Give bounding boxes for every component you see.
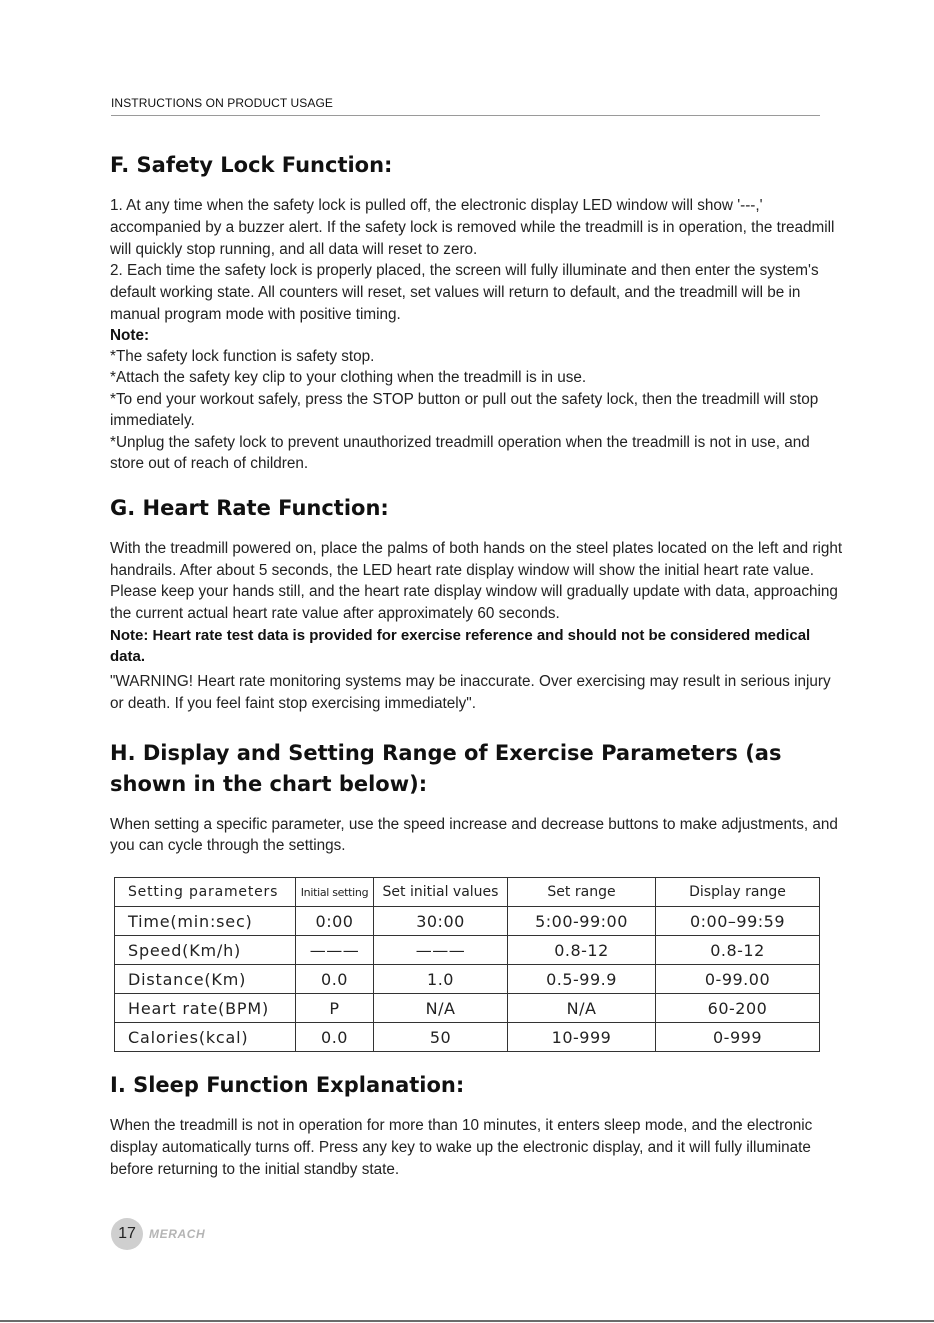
column-header: Initial setting xyxy=(296,878,374,907)
table-cell: 0.0 xyxy=(296,965,374,994)
medical-note: Note: Heart rate test data is provided for exercise reference and should not be considered medical data. xyxy=(110,626,811,666)
note-item: *The safety lock function is safety stop. xyxy=(110,347,375,365)
table-header-row xyxy=(115,878,820,907)
bottom-divider xyxy=(0,1320,934,1322)
column-header: Setting parameters xyxy=(115,878,296,907)
table-cell: 10-999 xyxy=(508,1023,656,1052)
paragraph: 1. At any time when the safety lock is pulled off, the electronic display LED window will show '---,' accompanied by a buzzer alert. If the safety lock is removed while the treadmill is in operation, the treadmill will quickly stop running, and all data will reset to zero. xyxy=(110,197,835,258)
table-cell: P xyxy=(296,994,374,1023)
parameters-table xyxy=(114,877,820,1052)
section-safety-lock xyxy=(110,150,845,475)
table-cell: ——— xyxy=(374,936,508,965)
warning-text: "WARNING! Heart rate monitoring systems may be inaccurate. Over exercising may result in serious injury or death. If you feel faint stop exercising immediately". xyxy=(110,672,831,712)
section-heart-rate xyxy=(110,493,845,715)
page-number: 17 xyxy=(111,1218,143,1250)
table-cell: 0:00–99:59 xyxy=(656,907,820,936)
column-header: Set initial values xyxy=(374,878,508,907)
table-cell: 0.8-12 xyxy=(656,936,820,965)
note-item: *Unplug the safety lock to prevent unauthorized treadmill operation when the treadmill is not in use, and store out of reach of children. xyxy=(110,433,810,473)
section-title: G. Heart Rate Function: xyxy=(110,495,389,520)
table-cell: Distance(Km) xyxy=(115,965,296,994)
page-header: INSTRUCTIONS ON PRODUCT USAGE xyxy=(111,96,820,116)
table-cell: ——— xyxy=(296,936,374,965)
table-cell: N/A xyxy=(374,994,508,1023)
table-cell: Calories(kcal) xyxy=(115,1023,296,1052)
column-header: Set range xyxy=(508,878,656,907)
table-cell: 0:00 xyxy=(296,907,374,936)
table-row xyxy=(115,965,820,994)
paragraph: 2. Each time the safety lock is properly placed, the screen will fully illuminate and then enter the system's default working state. All counters will reset, set values will return to default, and the treadmill will be in manual program mode with positive timing. xyxy=(110,262,819,323)
table-cell: 50 xyxy=(374,1023,508,1052)
note-item: *Attach the safety key clip to your clothing when the treadmill is in use. xyxy=(110,369,587,387)
paragraph: When setting a specific parameter, use the speed increase and decrease buttons to make adjustments, and you can cycle through the settings. xyxy=(110,815,838,855)
table-cell: 30:00 xyxy=(374,907,508,936)
table-row xyxy=(115,1023,820,1052)
brand-logo: MERACH xyxy=(149,1227,206,1241)
page-footer xyxy=(111,1218,205,1250)
table-cell: 0-999 xyxy=(656,1023,820,1052)
table-cell: Time(min:sec) xyxy=(115,907,296,936)
section-parameters xyxy=(110,738,845,1053)
section-title: H. Display and Setting Range of Exercise Parameters (as shown in the chart below): xyxy=(110,740,782,796)
section-title: I. Sleep Function Explanation: xyxy=(110,1073,465,1098)
note-label: Note: xyxy=(110,326,150,344)
table-cell: N/A xyxy=(508,994,656,1023)
table-cell: Speed(Km/h) xyxy=(115,936,296,965)
table-row xyxy=(115,994,820,1023)
table-cell: 5:00-99:00 xyxy=(508,907,656,936)
column-header: Display range xyxy=(656,878,820,907)
table-cell: 0-99.00 xyxy=(656,965,820,994)
table-row xyxy=(115,936,820,965)
table-row xyxy=(115,907,820,936)
section-title: F. Safety Lock Function: xyxy=(110,153,393,177)
table-cell: 1.0 xyxy=(374,965,508,994)
table-cell: 0.8-12 xyxy=(508,936,656,965)
section-sleep xyxy=(110,1070,845,1180)
table-cell: Heart rate(BPM) xyxy=(115,994,296,1023)
page-content xyxy=(110,150,845,1181)
paragraph: With the treadmill powered on, place the palms of both hands on the steel plates located on the left and right handrails. After about 5 seconds, the LED heart rate display window will show the initial heart rate value. Please keep your hands still, and the heart rate display window will gradually update with data, approaching the current actual heart rate value after approximately 60 seconds. xyxy=(110,539,843,623)
table-cell: 0.0 xyxy=(296,1023,374,1052)
note-item: *To end your workout safely, press the STOP button or pull out the safety lock, then the treadmill will stop immediately. xyxy=(110,390,819,430)
table-cell: 0.5-99.9 xyxy=(508,965,656,994)
table-cell: 60-200 xyxy=(656,994,820,1023)
paragraph: When the treadmill is not in operation for more than 10 minutes, it enters sleep mode, and the electronic display automatically turns off. Press any key to wake up the electronic display, and it will fully illuminate before returning to the initial standby state. xyxy=(110,1117,813,1178)
